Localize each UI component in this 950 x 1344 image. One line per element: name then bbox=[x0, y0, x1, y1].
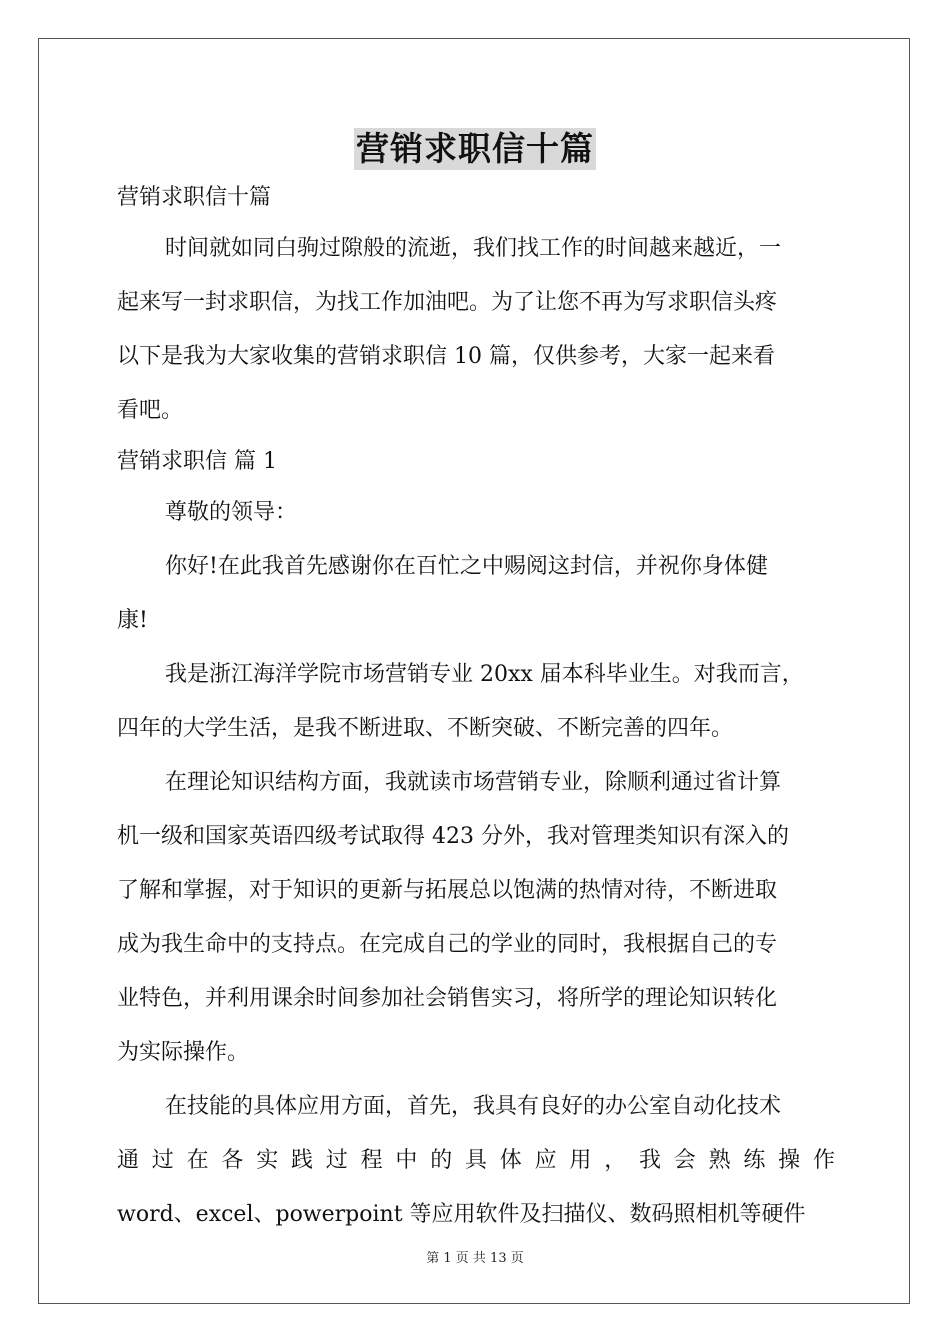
subtitle-line: 营销求职信十篇 bbox=[117, 185, 272, 210]
paragraph-line: 我是浙江海洋学院市场营销专业 20xx 届本科毕业生。对我而言， bbox=[165, 662, 804, 687]
paragraph-line: 成为我生命中的支持点。在完成自己的学业的同时，我根据自己的专 bbox=[117, 932, 778, 957]
paragraph-line: 在技能的具体应用方面，首先，我具有良好的办公室自动化技术 bbox=[165, 1094, 782, 1119]
paragraph-line: 你好!在此我首先感谢你在百忙之中赐阅这封信，并祝你身体健 bbox=[165, 554, 768, 579]
paragraph-line: 了解和掌握，对于知识的更新与拓展总以饱满的热情对待，不断进取 bbox=[117, 878, 778, 903]
salutation-line: 尊敬的领导： bbox=[165, 500, 298, 525]
paragraph-line: 康! bbox=[117, 608, 148, 633]
page-number-footer: 第 1 页 共 13 页 bbox=[426, 1251, 524, 1266]
paragraph-line: 看吧。 bbox=[117, 398, 184, 423]
paragraph-line: 通过在各实践过程中的具体应用，我会熟练操作 bbox=[117, 1148, 835, 1173]
paragraph-line: 起来写一封求职信，为找工作加油吧。为了让您不再为写求职信头疼 bbox=[117, 290, 778, 315]
paragraph-line: 时间就如同白驹过隙般的流逝，我们找工作的时间越来越近，一 bbox=[165, 236, 782, 261]
paragraph-line: 为实际操作。 bbox=[117, 1040, 250, 1065]
paragraph-line: 在理论知识结构方面，我就读市场营销专业，除顺利通过省计算 bbox=[165, 770, 782, 795]
paragraph-line: 机一级和国家英语四级考试取得 423 分外，我对管理类知识有深入的 bbox=[117, 824, 789, 849]
document-title: 营销求职信十篇 bbox=[356, 129, 594, 168]
paragraph-line: word、excel、powerpoint 等应用软件及扫描仪、数码照相机等硬件 bbox=[117, 1202, 806, 1227]
paragraph-line: 四年的大学生活，是我不断进取、不断突破、不断完善的四年。 bbox=[117, 716, 734, 741]
title-container bbox=[0, 128, 950, 170]
paragraph-line: 业特色，并利用课余时间参加社会销售实习，将所学的理论知识转化 bbox=[117, 986, 778, 1011]
section-heading: 营销求职信 篇 1 bbox=[117, 449, 277, 474]
paragraph-line: 以下是我为大家收集的营销求职信 10 篇，仅供参考，大家一起来看 bbox=[117, 344, 775, 369]
document-body bbox=[117, 174, 835, 1242]
